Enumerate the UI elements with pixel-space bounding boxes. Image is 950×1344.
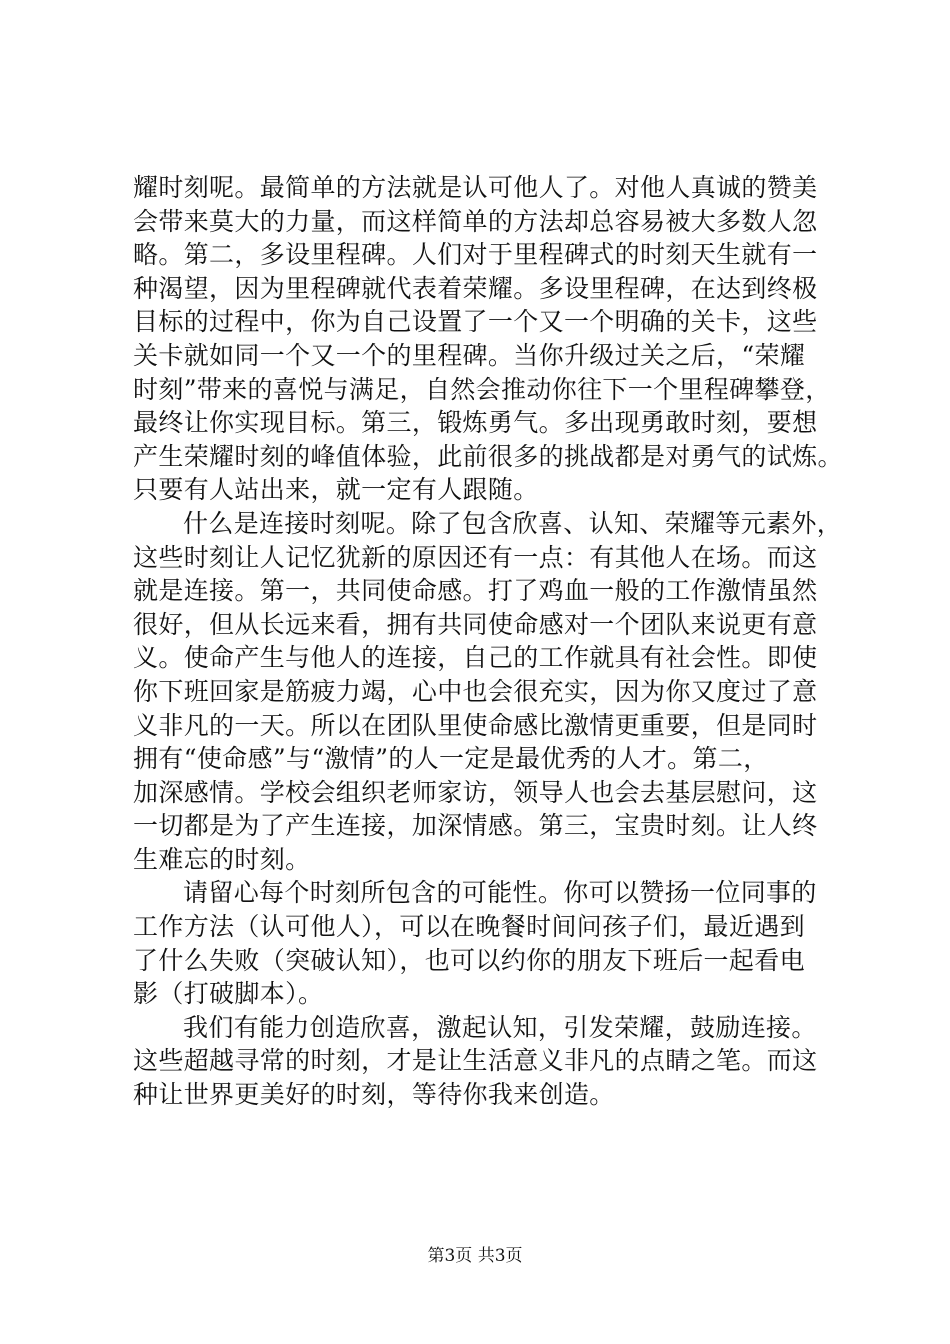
paragraph-4-line-2: 这些超越寻常的时刻，才是让生活意义非凡的点睛之笔。而这 [133, 1046, 818, 1076]
paragraph-2-line-2: 这些时刻让人记忆犹新的原因还有一点：有其他人在场。而这 [133, 542, 818, 572]
paragraph-3-line-4: 影（打破脚本）。 [133, 979, 324, 1009]
paragraph-2-line-6: 你下班回家是筋疲力竭，心中也会很充实，因为你又度过了意 [133, 676, 818, 706]
page-footer [0, 1245, 950, 1267]
paragraph-1-line-1: 耀时刻呢。最简单的方法就是认可他人了。对他人真诚的赞美 [133, 173, 818, 202]
paragraph-1-line-10: 只要有人站出来，就一定有人跟随。 [133, 475, 539, 505]
paragraph-2-line-1: 什么是连接时刻呢。除了包含欣喜、认知、荣耀等元素外， [183, 508, 843, 538]
paragraph-1-line-9: 产生荣耀时刻的峰值体验，此前很多的挑战都是对勇气的试炼。 [133, 441, 843, 471]
paragraph-2-line-11: 生难忘的时刻。 [133, 844, 311, 874]
paragraph-1-line-6: 关卡就如同一个又一个的里程碑。当你升级过关之后，“荣耀 [133, 340, 806, 370]
paragraph-2-line-4: 很好，但从长远来看，拥有共同使命感对一个团队来说更有意 [133, 609, 818, 639]
paragraph-1-line-7: 时刻”带来的喜悦与满足，自然会推动你往下一个里程碑攀登， [133, 374, 831, 404]
paragraph-1-line-2: 会带来莫大的力量，而这样简单的方法却总容易被大多数人忽 [133, 206, 818, 236]
paragraph-1-line-4: 种渴望，因为里程碑就代表着荣耀。多设里程碑，在达到终极 [133, 273, 818, 303]
paragraph-2-line-5: 义。使命产生与他人的连接，自己的工作就具有社会性。即使 [133, 643, 818, 673]
paragraph-1-line-8: 最终让你实现目标。第三，锻炼勇气。多出现勇敢时刻，要想 [133, 408, 818, 438]
paragraph-4-line-1: 我们有能力创造欣喜，激起认知，引发荣耀，鼓励连接。 [183, 1012, 817, 1042]
paragraph-1-line-5: 目标的过程中，你为自己设置了一个又一个明确的关卡，这些 [133, 307, 818, 337]
paragraph-2-line-7: 义非凡的一天。所以在团队里使命感比激情更重要，但是同时 [133, 710, 818, 740]
paragraph-3-line-1: 请留心每个时刻所包含的可能性。你可以赞扬一位同事的 [183, 878, 817, 908]
body-text [133, 171, 843, 1112]
page-number-label: 第3页 共3页 [427, 1246, 523, 1266]
paragraph-2-line-3: 就是连接。第一，共同使命感。打了鸡血一般的工作激情虽然 [133, 576, 818, 606]
paragraph-4-line-3: 种让世界更美好的时刻，等待你我来创造。 [133, 1080, 615, 1110]
paragraph-2-line-9: 加深感情。学校会组织老师家访，领导人也会去基层慰问，这 [133, 777, 818, 807]
paragraph-3-line-3: 了什么失败（突破认知），也可以约你的朋友下班后一起看电 [133, 945, 805, 975]
paragraph-2-line-10: 一切都是为了产生连接，加深情感。第三，宝贵时刻。让人终 [133, 811, 818, 841]
paragraph-2-line-8: 拥有“使命感”与“激情”的人一定是最优秀的人才。第二， [133, 744, 769, 774]
paragraph-3-line-2: 工作方法（认可他人），可以在晚餐时间问孩子们，最近遇到 [133, 912, 805, 942]
paragraph-1-line-3: 略。第二，多设里程碑。人们对于里程碑式的时刻天生就有一 [133, 240, 818, 270]
